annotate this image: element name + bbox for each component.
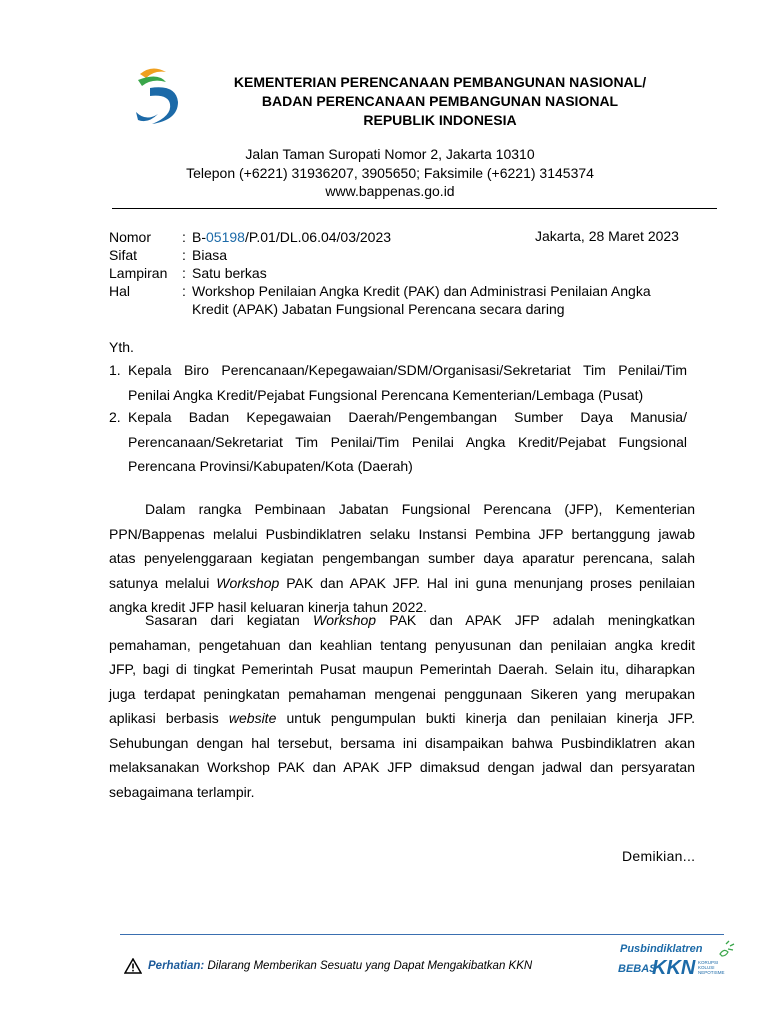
logo-small-text: KOLUSI [698,965,715,970]
recipient-text: Perencana Provinsi/Kabupaten/Kota (Daerah) [128,458,413,474]
sifat-colon: : [182,247,186,263]
letterhead-address [100,145,680,201]
body-paragraph-1 [109,497,695,620]
recipient-text: Kepala Biro Perencanaan/Kepegawaian/SDM/Organisasi/Sekretariat Tim Penilai/Tim [128,362,687,378]
hal-colon: : [182,283,186,299]
nomor-value [192,228,391,246]
text-run: untuk pengumpulan bukti kinerja dan penilaian kinerja JFP. [276,710,695,726]
recipient-text: Penilai Angka Kredit/Pejabat Fungsional Perencana Kementerian/Lembaga (Pusat) [128,386,644,403]
logo-bebas-text: BEBAS [618,963,657,975]
lampiran-label: Lampiran [109,265,168,281]
footer-divider [120,934,724,935]
paragraph-line: JFP, bagi di tingkat Pemerintah Pusat maupun Pemerintah Daerah. Selain itu, diharapkan [109,661,695,677]
logo-small-text: NEPOTISME [698,970,725,975]
phone-fax: Telepon (+6221) 31936207, 3905650; Faksimile (+6221) 3145374 [186,164,594,181]
street-address: Jalan Taman Suropati Nomor 2, Jakarta 10310 [245,146,535,162]
warning-label: Perhatian: [148,960,205,972]
warning-text: Dilarang Memberikan Sesuatu yang Dapat Mengakibatkan KKN [207,960,533,972]
recipient-number: 1. [109,362,121,378]
recipient-item-1 [109,358,687,407]
paragraph-line: pemahaman, pengetahuan dan keahlian tentang penyusunan dan penilaian angka kredit [109,636,695,653]
sifat-value: Biasa [192,247,228,263]
warning-triangle-icon [124,958,142,974]
footer-warning [124,958,532,974]
paragraph-line: juga terdapat peningkatan pemahaman mengenai penggunaan Sikeren yang merupakan [109,685,695,702]
body-paragraph-2 [109,608,695,804]
lampiran-colon: : [182,265,186,281]
country-name: REPUBLIK INDONESIA [363,112,517,128]
paragraph-line: PPN/Bappenas melalui Pusbindiklatren selaku Instansi Pembina JFP bertanggung jawab [109,525,695,542]
sifat-label: Sifat [109,247,138,263]
text-run: aplikasi berbasis [109,710,229,726]
website-link[interactable]: www.bappenas.go.id [325,183,455,199]
paragraph-line [109,608,695,633]
recipient-number: 2. [109,409,121,425]
text-run: Sasaran dari kegiatan [145,612,314,628]
recipient-text: Perencanaan/Sekretariat Tim Penilai/Tim Penilai Angka Kredit/Pejabat Fungsional [128,433,687,450]
nomor-prefix: B- [192,229,206,245]
logo-top-text: Pusbindiklatren [620,943,703,955]
salutation: Yth. [109,339,134,355]
paragraph-line: melaksanakan Workshop PAK dan APAK JFP dimaksud dengan jadwal dan persyaratan [109,759,695,775]
hal-line-2: Kredit (APAK) Jabatan Fungsional Perencana secara daring [192,301,565,317]
ministry-name: KEMENTERIAN PERENCANAAN PEMBANGUNAN NASIONAL/ [233,74,647,90]
letterhead-title [150,73,730,130]
paragraph-line: Sehubungan dengan hal tersebut, bersama ini disampaikan bahwa Pusbindiklatren akan [109,734,695,751]
italic-term: Workshop [216,574,280,591]
paragraph-line [109,706,695,731]
text-run: PAK dan APAK JFP adalah meningkatkan [376,612,695,628]
paragraph-line: sebagaimana terlampir. [109,783,255,800]
nomor-number: 05198 [206,229,245,245]
text-run: satunya melalui [109,574,217,591]
hal-line-1: Workshop Penilaian Angka Kredit (PAK) dan Administrasi Penilaian Angka [192,283,651,299]
logo-kkn-text: KKN [652,957,696,979]
recipient-text: Kepala Badan Kepegawaian Daerah/Pengembangan Sumber Daya Manusia/ [128,409,687,425]
italic-term: website [228,710,277,726]
recipient-item-2 [109,405,687,479]
nomor-colon: : [182,229,186,245]
logo-small-text: KORUPSI [698,960,719,965]
nomor-suffix: /P.01/DL.06.04/03/2023 [244,229,392,245]
lampiran-value: Satu berkas [192,265,267,281]
italic-term: Workshop [313,612,377,628]
agency-name: BADAN PERENCANAAN PEMBANGUNAN NASIONAL [261,93,619,109]
nomor-label: Nomor [109,229,152,245]
paragraph-line: Dalam rangka Pembinaan Jabatan Fungsional Perencana (JFP), Kementerian [145,501,695,517]
paragraph-line: atas penyelenggaraan kegiatan pengembangan sumber daya aparatur perencana, salah [109,550,695,566]
hal-label: Hal [109,283,131,299]
bebas-kkn-logo [618,940,740,980]
paragraph-line: angka kredit JFP hasil keluaran kinerja tahun 2022. [109,599,428,615]
letter-date: Jakarta, 28 Maret 2023 [535,228,679,244]
letterhead-divider [112,208,717,209]
paragraph-line [109,571,695,596]
text-run: PAK dan APAK JFP. Hal ini guna menunjang proses penilaian [279,574,695,591]
closing-text: Demikian... [622,848,696,864]
